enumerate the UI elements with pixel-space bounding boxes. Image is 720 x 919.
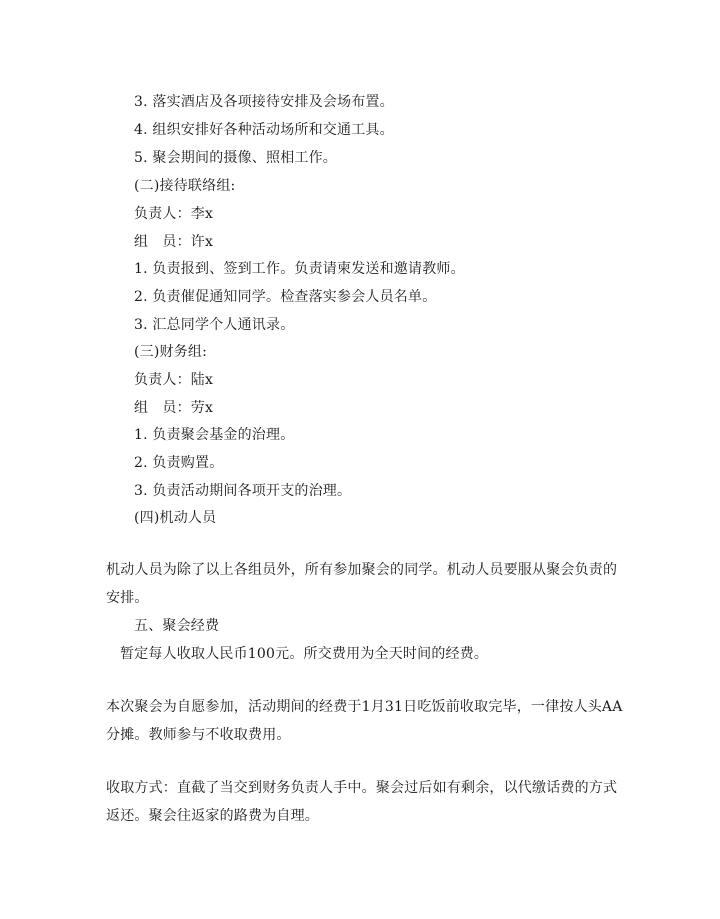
section-heading: 五、聚会经费 [134, 618, 220, 634]
list-item: 2. 负责催促通知同学。检查落实参会人员名单。 [134, 289, 437, 305]
section-heading: (三)财务组: [134, 344, 208, 360]
paragraph-line: 收取方式：直截了当交到财务负责人手中。聚会过后如有剩余，以代缴话费的方式 [106, 780, 618, 796]
paragraph-line: 安排。 [106, 590, 149, 606]
paragraph-line: 暂定每人收取人民币100元。所交费用为全天时间的经费。 [120, 646, 489, 662]
leader-line: 负责人：陆x [134, 372, 214, 388]
list-item: 5. 聚会期间的摄像、照相工作。 [134, 150, 338, 166]
section-heading: (二)接待联络组: [134, 178, 236, 194]
paragraph-line: 返还。聚会往返家的路费为自理。 [106, 808, 319, 824]
paragraph-line: 机动人员为除了以上各组员外，所有参加聚会的同学。机动人员要服从聚会负责的 [106, 562, 618, 578]
list-item: 3. 落实酒店及各项接待安排及会场布置。 [134, 94, 394, 110]
paragraph-line: 分摊。教师参与不收取费用。 [106, 727, 291, 743]
paragraph-line: 本次聚会为自愿参加，活动期间的经费于1月31日吃饭前收取完毕，一律按人头AA [106, 699, 623, 715]
list-item: 1. 负责聚会基金的治理。 [134, 427, 295, 443]
list-item: 3. 汇总同学个人通讯录。 [134, 317, 295, 333]
members-line: 组 员：许x [134, 234, 214, 250]
members-line: 组 员：劳x [134, 400, 214, 416]
list-item: 4. 组织安排好各种活动场所和交通工具。 [134, 122, 394, 138]
leader-line: 负责人：李x [134, 206, 214, 222]
list-item: 2. 负责购置。 [134, 455, 224, 471]
list-item: 1. 负责报到、签到工作。负责请柬发送和邀请教师。 [134, 261, 465, 277]
list-item: 3. 负责活动期间各项开支的治理。 [134, 483, 352, 499]
section-heading: (四)机动人员 [134, 510, 217, 526]
